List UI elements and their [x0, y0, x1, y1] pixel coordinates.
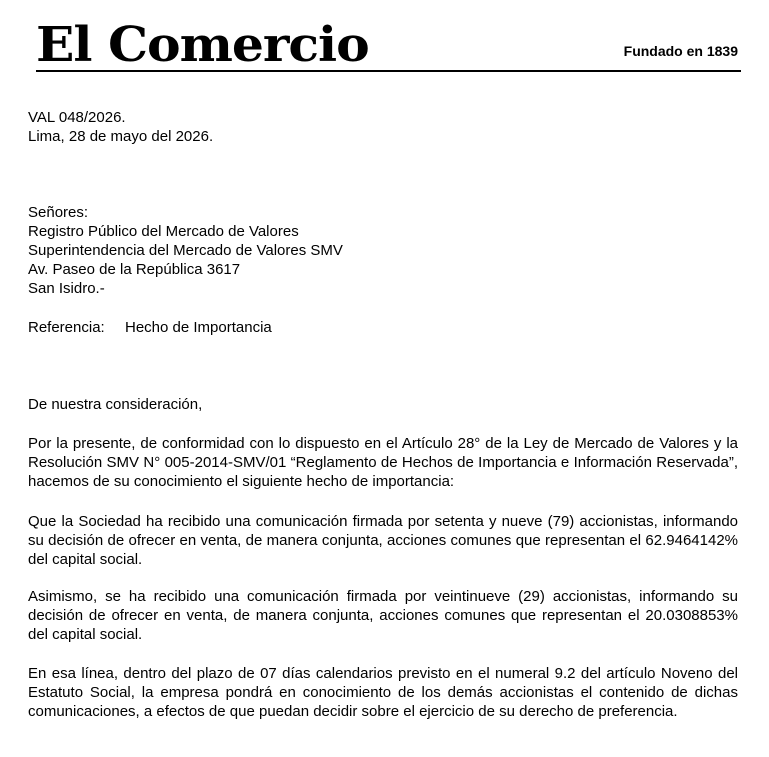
founded-tagline: Fundado en 1839	[623, 43, 738, 59]
reference-code: VAL 048/2026.	[28, 109, 126, 126]
masthead	[36, 17, 740, 73]
body-paragraph: En esa línea, dentro del plazo de 07 días calendarios previsto en el numeral 9.2 del artículo Noveno del Estatuto Social, la empresa pondrá en conocimiento de los demás accionistas el contenido de dichas comunicaciones, a efectos de que puedan decidir sobre el ejercicio de su derecho de preferencia.	[28, 665, 738, 720]
letter-header	[28, 108, 738, 146]
newspaper-logo: El Comercio	[36, 17, 369, 73]
masthead-divider	[36, 70, 741, 72]
recipient-line: Av. Paseo de la República 3617	[28, 261, 241, 278]
recipient-line: San Isidro.-	[28, 280, 105, 297]
salutation-text: De nuestra consideración,	[28, 396, 203, 413]
recipient-line: Registro Público del Mercado de Valores	[28, 223, 299, 240]
body-paragraph: Que la Sociedad ha recibido una comunicación firmada por setenta y nueve (79) accionistas, informando su decisión de ofrecer en venta, de manera conjunta, acciones comunes que representan el 62.9464142% del capital social.	[28, 513, 738, 568]
body-paragraph: Por la presente, de conformidad con lo dispuesto en el Artículo 28° de la Ley de Mercado de Valores y la Resolución SMV N° 005-2014-SMV/01 “Reglamento de Hechos de Importancia e Información Reservada”, hacemos de su conocimiento el siguiente hecho de importancia:	[28, 435, 738, 490]
salutation	[28, 395, 738, 414]
subject-reference	[28, 318, 738, 337]
reference-value: Hecho de Importancia	[125, 319, 272, 336]
place-date: Lima, 28 de mayo del 2026.	[28, 128, 214, 145]
reference-label: Referencia:	[28, 319, 105, 336]
recipient-line: Superintendencia del Mercado de Valores SMV	[28, 242, 343, 259]
body-paragraph: Asimismo, se ha recibido una comunicación firmada por veintinueve (29) accionistas, informando su decisión de ofrecer en venta, de manera conjunta, acciones comunes que representan el 20.0308853% del capital social.	[28, 588, 738, 643]
recipient-address	[28, 203, 738, 298]
recipient-line: Señores:	[28, 204, 89, 221]
